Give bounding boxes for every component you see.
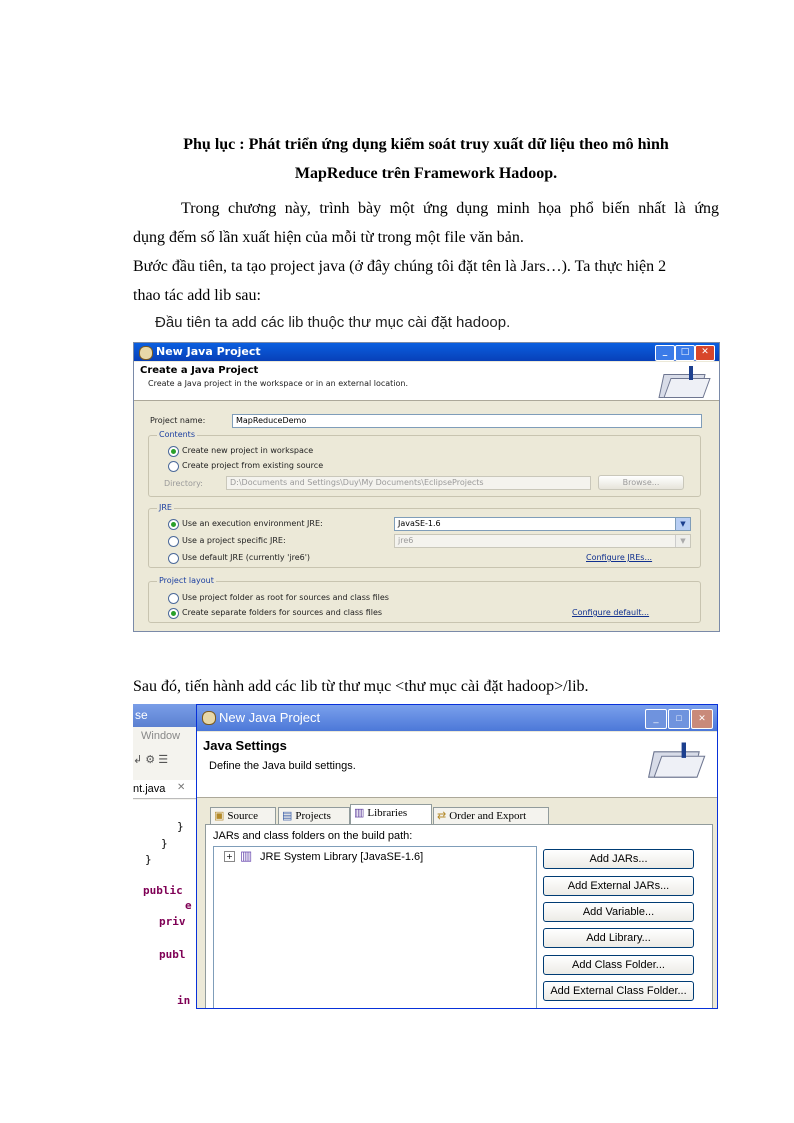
paragraph-2-line-1: Bước đầu tiên, ta tạo project java (ở đây chúng tôi đặt tên là Jars…). Ta thực hiện 2 bbox=[133, 258, 667, 275]
dialog-2-header: Java Settings bbox=[203, 738, 287, 753]
add-library-button[interactable]: Add Library... bbox=[543, 928, 694, 948]
folder-wizard-icon bbox=[651, 743, 699, 776]
contents-legend: Contents bbox=[159, 430, 195, 439]
configure-default-link[interactable]: Configure default... bbox=[572, 608, 650, 617]
project-name-input[interactable]: MapReduceDemo bbox=[232, 414, 702, 428]
folder-wizard-icon bbox=[661, 366, 705, 396]
project-specific-jre-label: Use a project specific JRE: bbox=[182, 536, 286, 545]
ide-title-fragment: se bbox=[135, 708, 148, 722]
browse-button[interactable]: Browse... bbox=[598, 475, 684, 490]
dialog-2-titlebar[interactable] bbox=[197, 705, 717, 731]
minimize-icon[interactable]: _ bbox=[645, 709, 667, 729]
close-icon[interactable]: ✕ bbox=[691, 709, 713, 729]
separate-folders-label: Create separate folders for sources and class files bbox=[182, 608, 383, 617]
directory-input[interactable]: D:\Documents and Settings\Duy\My Documents\EclipseProjects bbox=[226, 476, 591, 490]
create-from-source-label: Create project from existing source bbox=[182, 461, 324, 470]
folder-as-root-label: Use project folder as root for sources and class files bbox=[182, 593, 389, 602]
screenshot-caption-1: Đầu tiên ta add các lib thuộc thư mục cài đặt hadoop. bbox=[155, 314, 511, 331]
tab-projects[interactable]: ▤ Projects bbox=[278, 807, 350, 825]
add-external-class-folder-button[interactable]: Add External Class Folder... bbox=[543, 981, 694, 1001]
paragraph-2-line-2: thao tác add lib sau: bbox=[133, 287, 261, 304]
code-line: publ bbox=[159, 948, 186, 961]
code-line: public bbox=[143, 884, 183, 897]
jre-system-library-item[interactable]: JRE System Library [JavaSE-1.6] bbox=[260, 851, 424, 863]
close-icon[interactable]: ✕ bbox=[695, 345, 715, 361]
directory-label: Directory: bbox=[164, 479, 203, 488]
appendix-title-line1: Phụ lục : Phát triển ứng dụng kiểm soát truy xuất dữ liệu theo mô hình bbox=[183, 136, 669, 153]
project-layout-legend: Project layout bbox=[159, 576, 214, 585]
dialog-1-title: New Java Project bbox=[156, 345, 261, 358]
execution-env-jre-label: Use an execution environment JRE: bbox=[182, 519, 323, 528]
eclipse-icon bbox=[202, 711, 216, 725]
build-path-tree[interactable] bbox=[213, 846, 537, 1008]
create-new-project-label: Create new project in workspace bbox=[182, 446, 314, 455]
libraries-icon: ▥ bbox=[354, 807, 365, 819]
tab-source[interactable]: ▣ Source bbox=[210, 807, 276, 825]
code-line: } bbox=[145, 853, 152, 866]
dialog-2-subheader: Define the Java build settings. bbox=[209, 760, 356, 772]
execution-env-jre-radio[interactable] bbox=[168, 519, 179, 530]
dialog-1-titlebar[interactable] bbox=[134, 343, 719, 361]
execution-env-value: JavaSE-1.6 bbox=[398, 519, 441, 528]
jre-legend: JRE bbox=[159, 503, 172, 512]
library-icon: ▥ bbox=[240, 848, 253, 863]
maximize-icon[interactable]: □ bbox=[668, 709, 690, 729]
ide-menu-window[interactable]: Window bbox=[141, 730, 181, 742]
new-java-project-dialog-1 bbox=[133, 342, 720, 632]
create-from-source-radio[interactable] bbox=[168, 461, 179, 472]
execution-env-select[interactable] bbox=[394, 517, 691, 531]
configure-jres-link[interactable]: Configure JREs... bbox=[586, 553, 653, 562]
close-tab-icon[interactable]: ✕ bbox=[177, 782, 186, 793]
dialog-1-header: Create a Java Project bbox=[140, 365, 259, 376]
project-specific-jre-value: jre6 bbox=[398, 536, 414, 545]
folder-as-root-radio[interactable] bbox=[168, 593, 179, 604]
minimize-icon[interactable]: _ bbox=[655, 345, 675, 361]
build-path-label: JARs and class folders on the build path: bbox=[213, 830, 413, 842]
create-new-project-radio[interactable] bbox=[168, 446, 179, 457]
dialog-2-title: New Java Project bbox=[219, 710, 321, 725]
paragraph-1-line-1: Trong chương này, trình bày một ứng dụng minh họa phổ biến nhất là ứng bbox=[181, 200, 719, 217]
separate-folders-radio[interactable] bbox=[168, 608, 179, 619]
project-specific-jre-select[interactable] bbox=[394, 534, 691, 548]
add-external-jars-button[interactable]: Add External JARs... bbox=[543, 876, 694, 896]
code-line: priv bbox=[159, 915, 186, 928]
eclipse-ide-background bbox=[133, 704, 196, 1007]
chevron-down-icon[interactable]: ▼ bbox=[675, 518, 690, 530]
eclipse-icon bbox=[139, 346, 153, 360]
add-variable-button[interactable]: Add Variable... bbox=[543, 902, 694, 922]
projects-icon: ▤ bbox=[282, 810, 293, 822]
order-export-icon: ⇄ bbox=[437, 810, 447, 822]
maximize-icon[interactable]: □ bbox=[675, 345, 695, 361]
expand-icon[interactable]: + bbox=[224, 851, 235, 862]
project-name-label: Project name: bbox=[150, 416, 206, 425]
dialog-1-banner bbox=[134, 362, 719, 401]
screenshot-caption-2: Sau đó, tiến hành add các lib từ thư mục <thư mục cài đặt hadoop>/lib. bbox=[133, 678, 589, 695]
ide-toolbar: ↲ ⚙ ☰ bbox=[133, 754, 169, 766]
source-folder-icon: ▣ bbox=[214, 810, 225, 822]
code-line: in bbox=[177, 994, 191, 1007]
default-jre-radio[interactable] bbox=[168, 553, 179, 564]
paragraph-1-line-2: dụng đếm số lần xuất hiện của mỗi từ trong một file văn bản. bbox=[133, 229, 524, 246]
chevron-down-icon[interactable]: ▼ bbox=[675, 535, 690, 547]
project-specific-jre-radio[interactable] bbox=[168, 536, 179, 547]
default-jre-label: Use default JRE (currently 'jre6') bbox=[182, 553, 311, 562]
code-line: } bbox=[161, 837, 168, 850]
appendix-title-line2: MapReduce trên Framework Hadoop. bbox=[294, 165, 558, 182]
add-jars-button[interactable]: Add JARs... bbox=[543, 849, 694, 869]
add-class-folder-button[interactable]: Add Class Folder... bbox=[543, 955, 694, 975]
tab-order-export[interactable]: ⇄ Order and Export bbox=[433, 807, 549, 825]
tab-libraries[interactable]: ▥ Libraries bbox=[350, 804, 432, 824]
ide-editor-tab[interactable]: nt.java bbox=[133, 783, 166, 795]
dialog-2-banner bbox=[197, 732, 717, 798]
code-line: } bbox=[177, 820, 184, 833]
code-line: e bbox=[185, 899, 192, 912]
dialog-1-subheader: Create a Java project in the workspace or in an external location. bbox=[148, 379, 409, 388]
